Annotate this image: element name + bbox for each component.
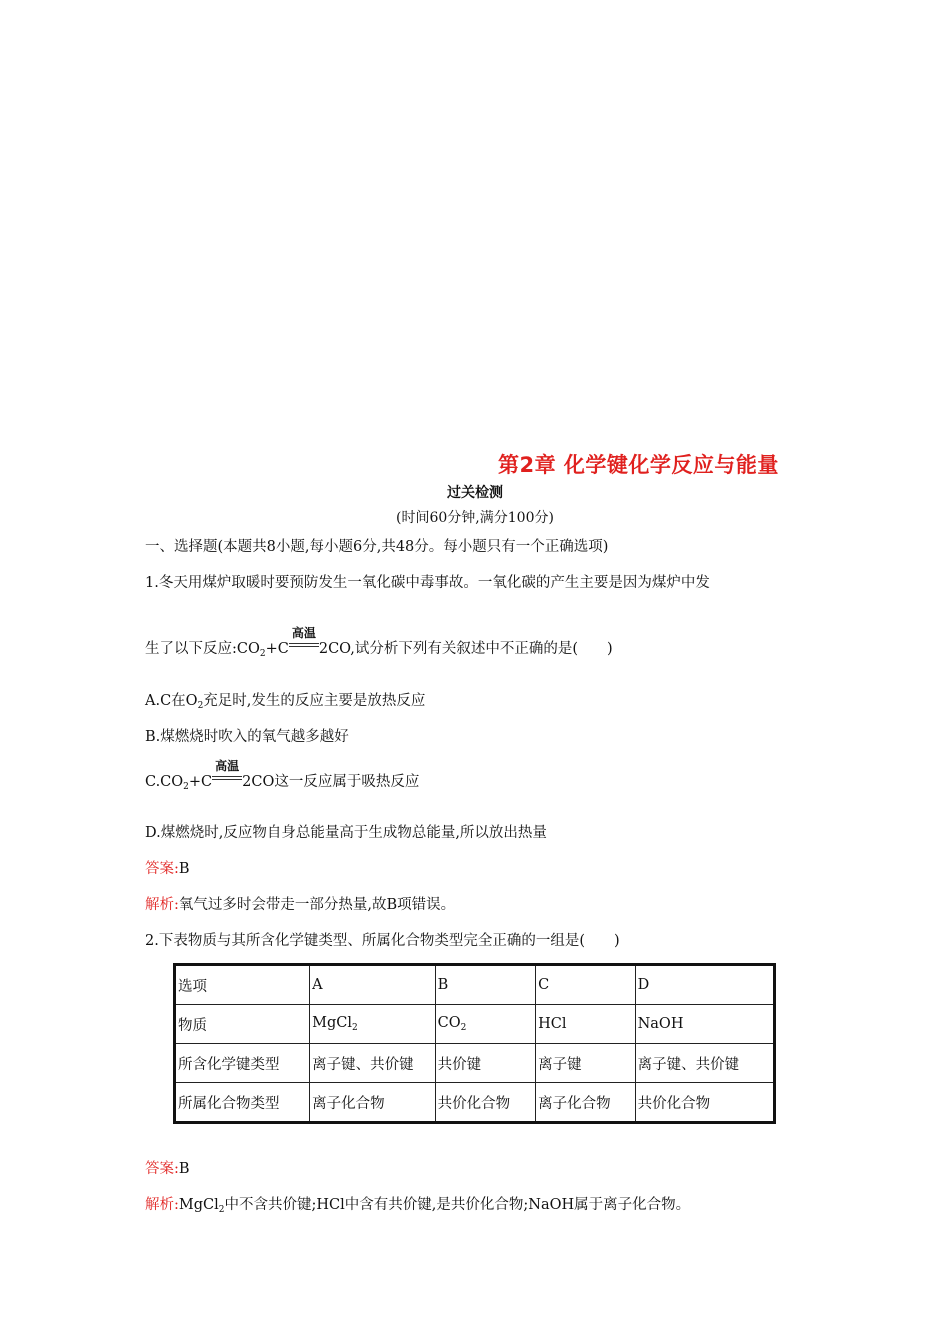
chapter-title: 第2章 化学键化学反应与能量 (498, 453, 779, 477)
equals-bar (289, 646, 319, 647)
option-c-text: C.CO (145, 774, 184, 790)
formula: MgCl (312, 1015, 353, 1031)
q1-analysis (145, 893, 455, 914)
time-info: (时间60分钟,满分100分) (396, 510, 554, 526)
q2-table (173, 963, 776, 1124)
equals-bar (212, 776, 242, 777)
table-cell: 离子键 (536, 1044, 636, 1083)
option-a-text: A.C在O (145, 693, 198, 709)
q2-stem: 2.下表物质与其所含化学键类型、所属化合物类型完全正确的一组是( ) (145, 933, 620, 949)
analysis-text: MgCl (178, 1197, 219, 1213)
subscript: 2 (218, 1205, 225, 1215)
subscript: 2 (352, 1023, 358, 1033)
formula: CO (437, 1015, 461, 1031)
table-row (175, 1044, 775, 1083)
subscript: 2 (183, 782, 189, 792)
option-a-text-rest: 充足时,发生的反应主要是放热反应 (203, 693, 426, 709)
reaction-condition-arrow (289, 626, 319, 653)
q1-answer (145, 857, 190, 878)
q1-stem-text-a: 生了以下反应:CO (145, 641, 260, 657)
table-row (175, 1005, 775, 1044)
q2-answer (145, 1157, 190, 1178)
table-header-cell: A (310, 965, 435, 1005)
subscript: 2 (460, 1023, 467, 1033)
q2-analysis (145, 1193, 690, 1215)
table-cell: HCl (536, 1005, 636, 1044)
q1-option-c (145, 759, 420, 792)
option-c-text-rest: 2CO这一反应属于吸热反应 (242, 774, 420, 790)
answer-value: B (178, 1161, 190, 1177)
q1-option-a (145, 689, 425, 711)
table-cell: NaOH (635, 1005, 774, 1044)
answer-label: 答案: (145, 861, 179, 877)
table-header-cell: C (536, 965, 636, 1005)
table-header-cell: 选项 (175, 965, 310, 1005)
table-cell: 所属化合物类型 (175, 1083, 310, 1123)
subscript: 2 (259, 649, 266, 659)
table-cell (435, 1005, 536, 1044)
section-heading: 一、选择题(本题共8小题,每小题6分,共48分。每小题只有一个正确选项) (145, 539, 609, 555)
table-cell (310, 1005, 435, 1044)
answer-value: B (178, 861, 190, 877)
q1-stem-line2 (145, 626, 613, 659)
table-cell: 离子化合物 (310, 1083, 435, 1123)
analysis-label: 解析: (145, 897, 179, 913)
equals-bar (289, 643, 319, 644)
q1-option-d: D.煤燃烧时,反应物自身总能量高于生成物总能量,所以放出热量 (145, 825, 547, 841)
table-cell: 共价键 (435, 1044, 536, 1083)
table-cell: 离子键、共价键 (635, 1044, 774, 1083)
analysis-text: 氧气过多时会带走一部分热量,故B项错误。 (178, 897, 456, 913)
table-header-cell: B (435, 965, 536, 1005)
reaction-condition-arrow (212, 759, 242, 786)
table-cell: 所含化学键类型 (175, 1044, 310, 1083)
subscript: 2 (197, 701, 204, 711)
table-row (175, 1083, 775, 1123)
table-cell: 共价化合物 (635, 1083, 774, 1123)
analysis-text-rest: 中不含共价键;HCl中含有共价键,是共价化合物;NaOH属于离子化合物。 (224, 1197, 691, 1213)
table-cell: 离子化合物 (536, 1083, 636, 1123)
q1-stem-text-b: 2CO,试分析下列有关叙述中不正确的是( ) (318, 641, 613, 657)
table-cell: 共价化合物 (435, 1083, 536, 1123)
section-subtitle: 过关检测 (447, 485, 503, 501)
table-cell: 物质 (175, 1005, 310, 1044)
plus-c: +C (188, 774, 213, 790)
table-row (175, 965, 775, 1005)
table-header-cell: D (635, 965, 774, 1005)
q1-stem-line1: 1.冬天用煤炉取暖时要预防发生一氧化碳中毒事故。一氧化碳的产生主要是因为煤炉中发 (145, 575, 710, 591)
answer-label: 答案: (145, 1161, 179, 1177)
analysis-label: 解析: (145, 1197, 179, 1213)
table-cell: 离子键、共价键 (310, 1044, 435, 1083)
equals-bar (212, 779, 242, 780)
q1-option-b: B.煤燃烧时吹入的氧气越多越好 (145, 729, 349, 745)
plus-c: +C (265, 641, 289, 657)
condition-label: 高温 (215, 759, 240, 773)
condition-label: 高温 (291, 626, 316, 640)
